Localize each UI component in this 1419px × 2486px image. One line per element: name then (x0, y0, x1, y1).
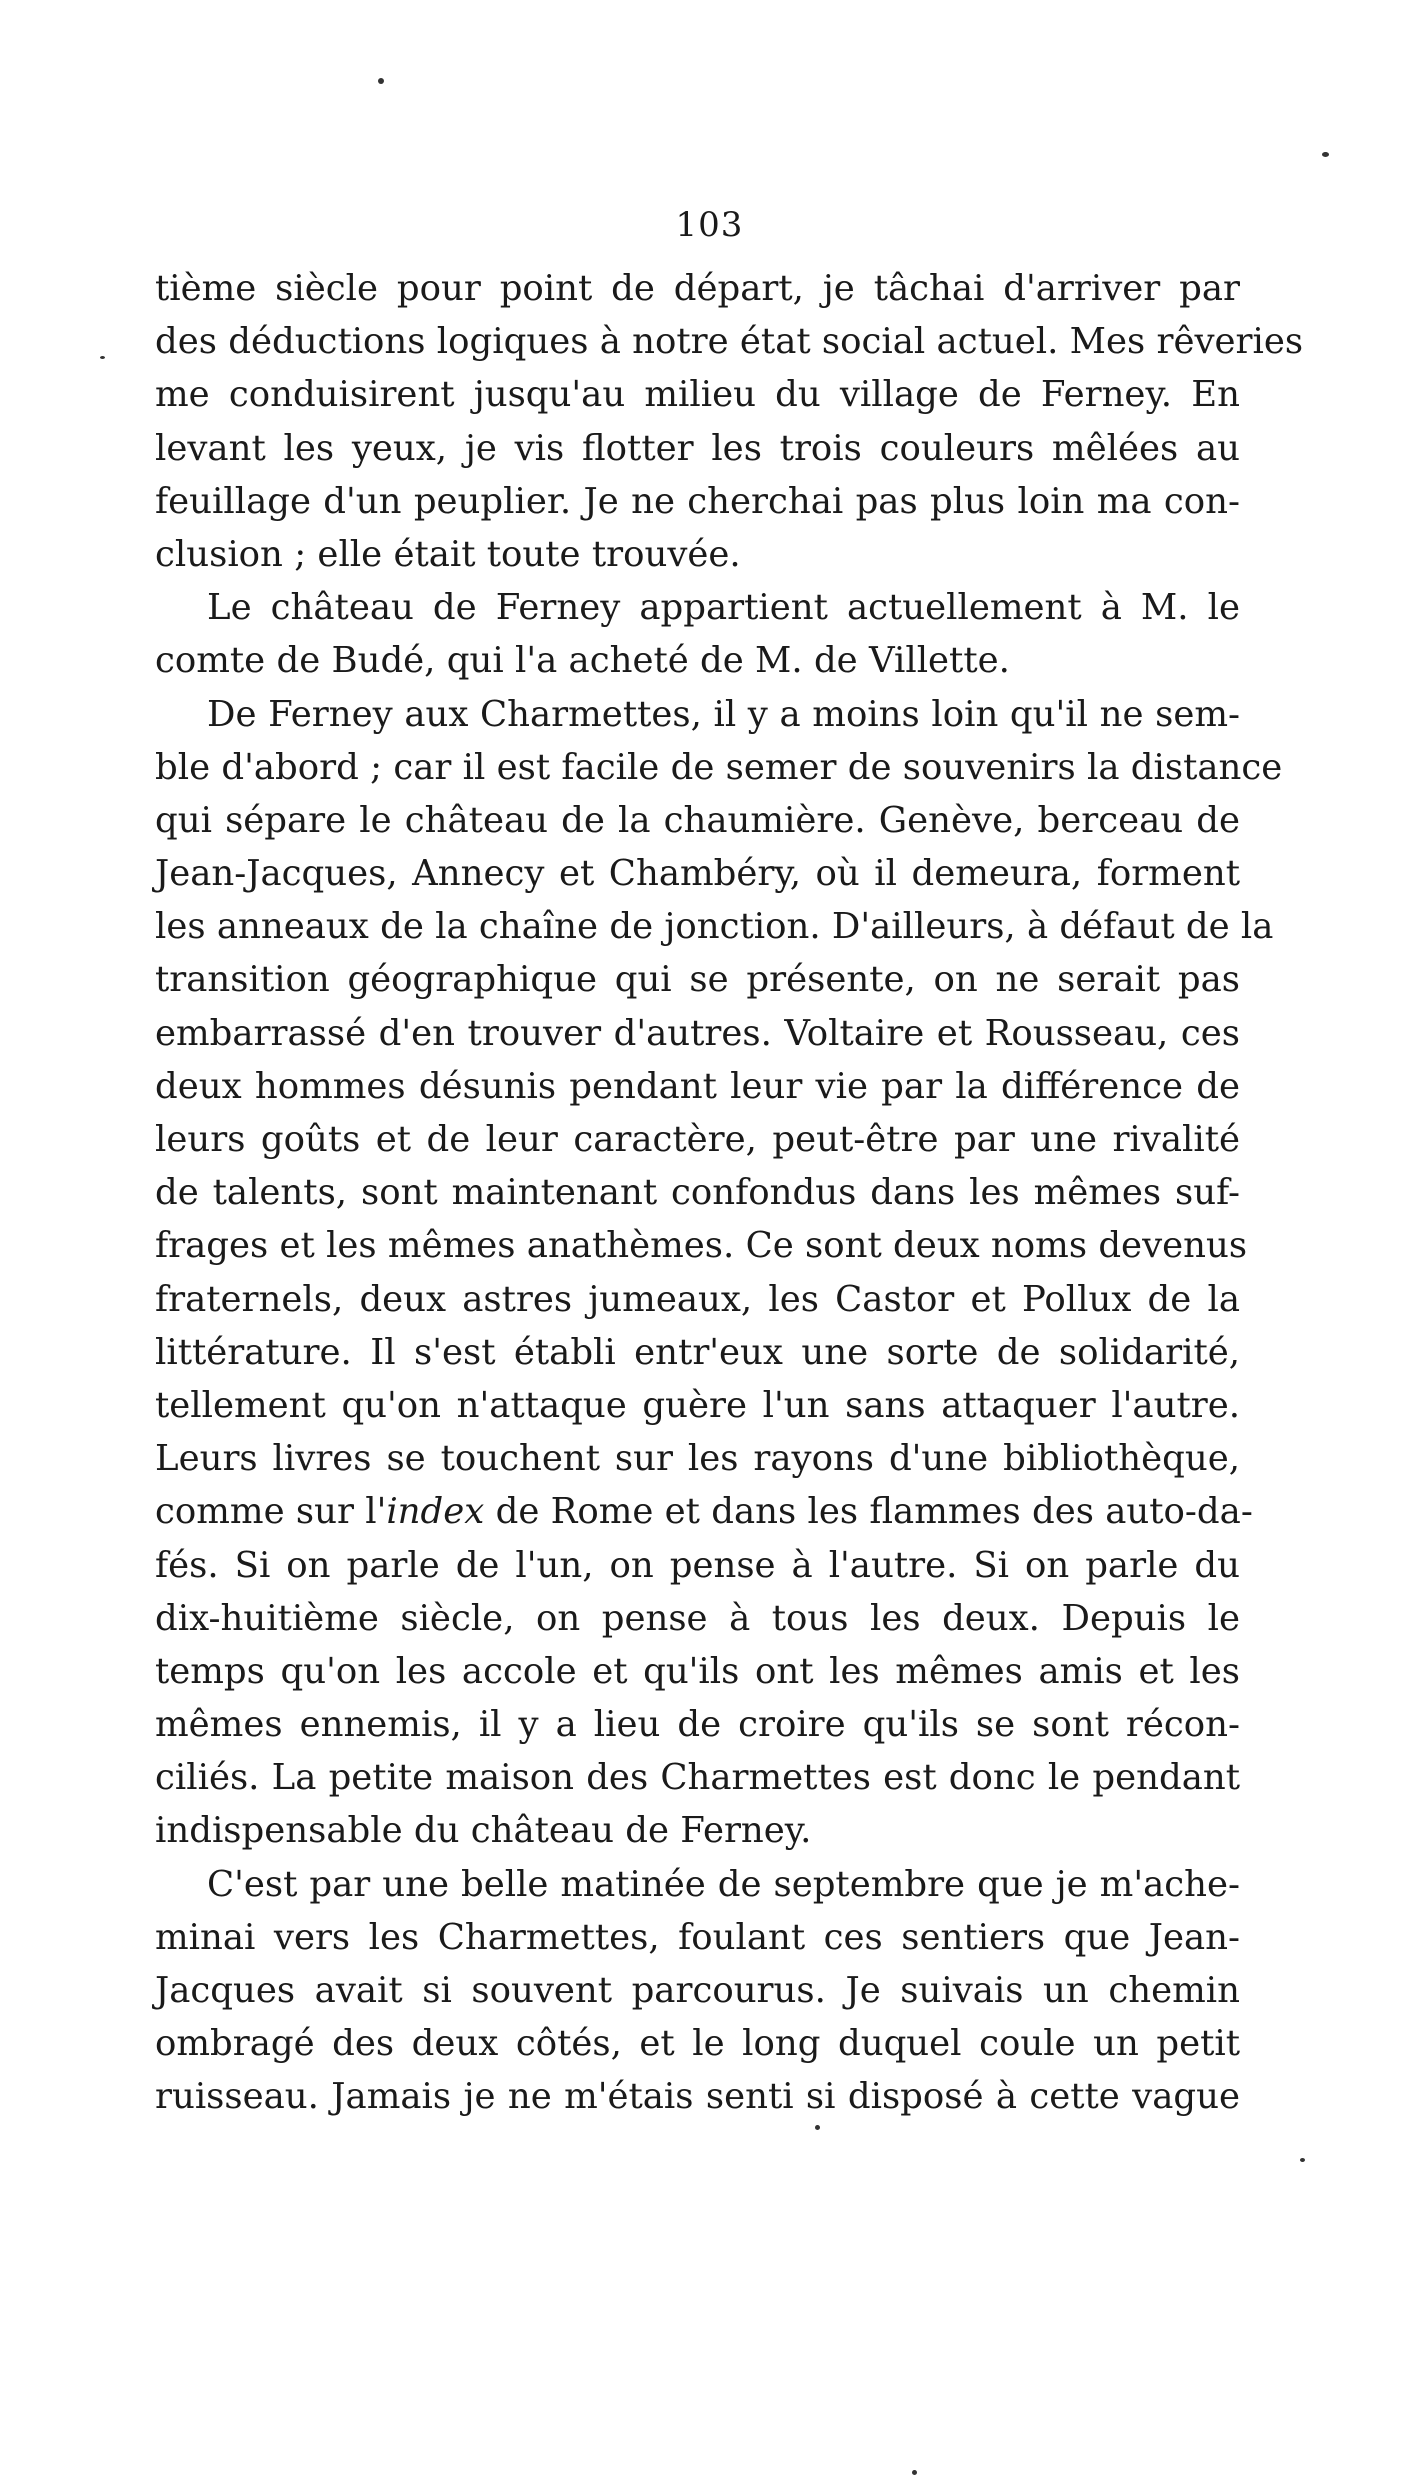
text-line: fraternels, deux astres jumeaux, les Castor et Pollux de la (155, 1278, 1240, 1320)
text-line: C'est par une belle matinée de septembre que je m'ache- (207, 1863, 1240, 1905)
paragraph (155, 688, 1283, 1858)
text-line: Leurs livres se touchent sur les rayons d'une bibliothèque, (155, 1438, 1240, 1480)
text-line: Jacques avait si souvent parcourus. Je suivais un chemin (155, 1970, 1240, 2011)
text-line: deux hommes désunis pendant leur vie par la différence de (155, 1065, 1240, 1107)
scan-speck (912, 2470, 917, 2475)
text-line: littérature. Il s'est établi entr'eux une sorte de solidarité, (155, 1331, 1240, 1373)
text-line: tellement qu'on n'attaque guère l'un sans attaquer l'autre. (155, 1384, 1240, 1426)
text-line: temps qu'on les accole et qu'ils ont les mêmes amis et les (155, 1650, 1240, 1692)
text-line: levant les yeux, je vis flotter les trois couleurs mêlées au (155, 427, 1240, 469)
text-line: transition géographique qui se présente, on ne serait pas (155, 959, 1240, 1001)
text-line: Le château de Ferney appartient actuellement à M. le (207, 587, 1240, 629)
text-line: Jean-Jacques, Annecy et Chambéry, où il demeura, forment (155, 853, 1240, 895)
text-line: mêmes ennemis, il y a lieu de croire qu'ils se sont récon- (155, 1704, 1240, 1746)
text-line: les anneaux de la chaîne de jonction. D'ailleurs, à défaut de la (155, 906, 1274, 948)
text-line: fés. Si on parle de l'un, on pense à l'autre. Si on parle du (155, 1544, 1240, 1586)
italic-word-index: index (386, 1491, 485, 1533)
text-line: tième siècle pour point de départ, je tâchai d'arriver par (155, 268, 1240, 309)
text-line: de talents, sont maintenant confondus dans les mêmes suf- (155, 1172, 1240, 1214)
text-line: embarrassé d'en trouver d'autres. Voltaire et Rousseau, ces (155, 1012, 1240, 1054)
text-line: comte de Budé, qui l'a acheté de M. de Villette. (155, 640, 1010, 682)
text-line: frages et les mêmes anathèmes. Ce sont deux noms devenus (155, 1225, 1248, 1267)
paragraph (155, 1858, 1240, 2124)
text-line: me conduisirent jusqu'au milieu du village de Ferney. En (155, 374, 1240, 416)
body-text (155, 262, 1304, 2124)
scan-speck (100, 356, 105, 359)
text-line: feuillage d'un peuplier. Je ne cherchai pas plus loin ma con- (155, 480, 1240, 522)
paragraph (155, 581, 1240, 687)
text-line: ble d'abord ; car il est facile de semer de souvenirs la distance (155, 746, 1283, 788)
text-line: dix-huitième siècle, on pense à tous les deux. Depuis le (155, 1597, 1240, 1639)
text-line: ombragé des deux côtés, et le long duquel coule un petit (155, 2023, 1240, 2065)
text-line: leurs goûts et de leur caractère, peut-être par une rivalité (155, 1119, 1240, 1160)
scan-speck (1322, 152, 1329, 157)
text-line-with-italic (155, 1485, 1253, 1538)
text-fragment: de Rome et dans les flammes des auto-da- (484, 1491, 1253, 1533)
text-line: indispensable du château de Ferney. (155, 1810, 812, 1852)
text-fragment: comme sur l' (155, 1491, 387, 1533)
text-line: De Ferney aux Charmettes, il y a moins loin qu'il ne sem- (207, 693, 1240, 735)
scan-speck (815, 2125, 820, 2130)
page-number: 103 (675, 205, 744, 245)
text-line: minai vers les Charmettes, foulant ces sentiers que Jean- (155, 1916, 1240, 1958)
text-line: qui sépare le château de la chaumière. Genève, berceau de (155, 799, 1240, 841)
text-line: des déductions logiques à notre état social actuel. Mes rêveries (155, 321, 1304, 363)
scan-speck (378, 78, 384, 84)
scan-speck (1300, 2158, 1305, 2162)
paragraph (155, 262, 1304, 581)
text-line: clusion ; elle était toute trouvée. (155, 533, 741, 575)
text-line: ciliés. La petite maison des Charmettes est donc le pendant (155, 1757, 1240, 1799)
text-line: ruisseau. Jamais je ne m'étais senti si disposé à cette vague (155, 2076, 1240, 2118)
